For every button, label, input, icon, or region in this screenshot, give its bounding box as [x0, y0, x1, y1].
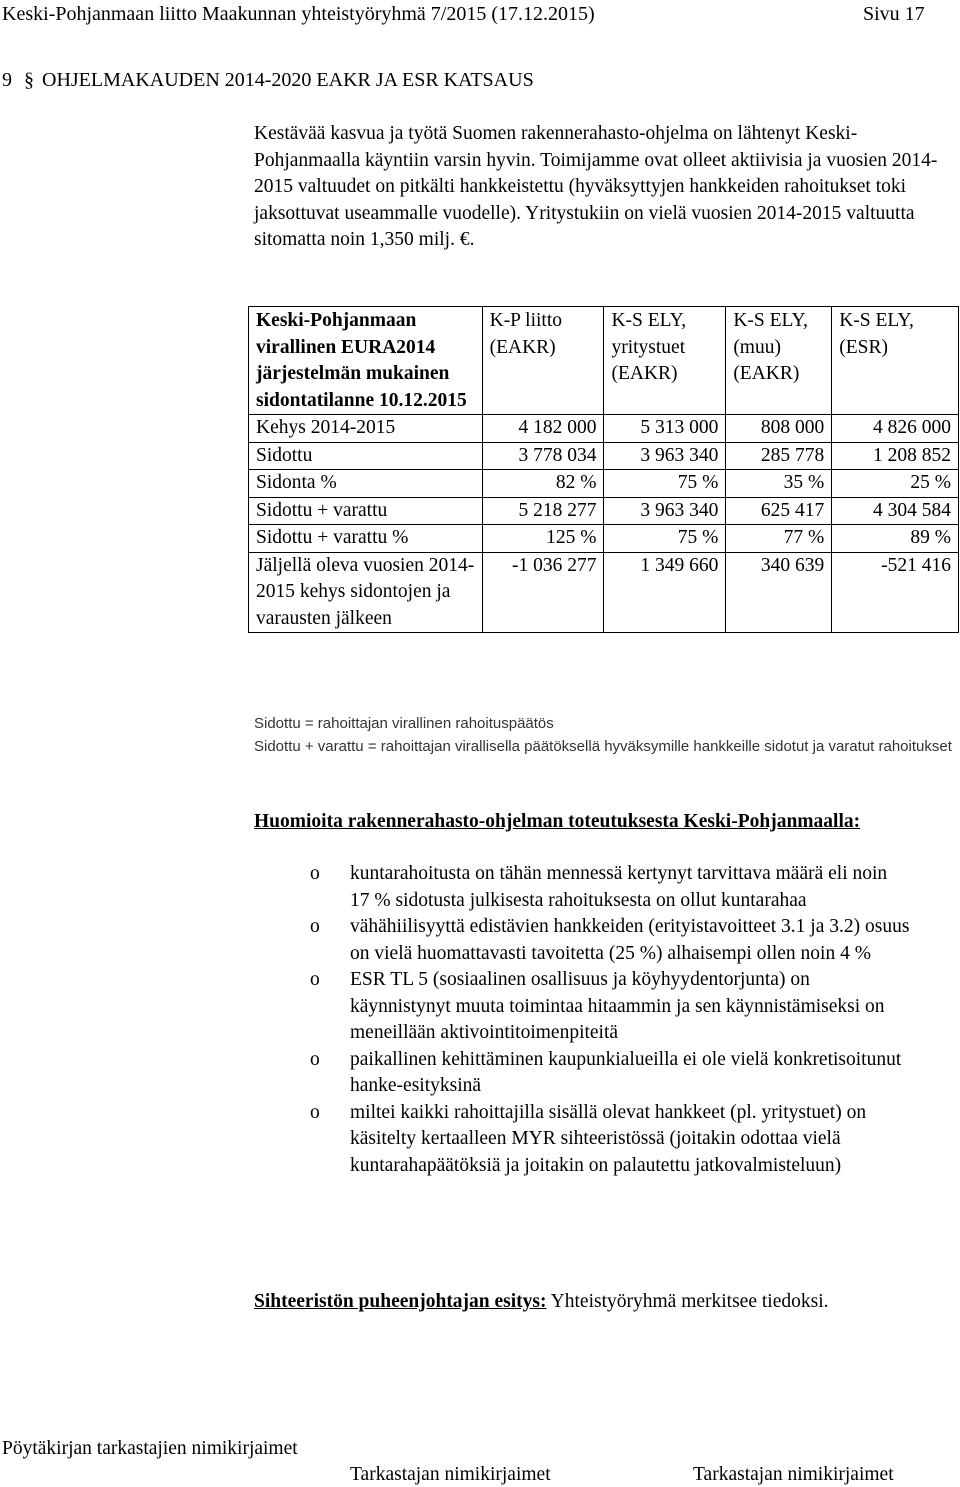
- proposal-text: Yhteistyöryhmä merkitsee tiedoksi.: [546, 1291, 829, 1312]
- row-label: Sidottu: [249, 442, 483, 470]
- table-header-row: [249, 307, 959, 415]
- table-cell: 125 %: [482, 525, 604, 553]
- intro-text: Kestävää kasvua ja työtä Suomen rakennerahasto-ohjelma on lähtenyt Keski-Pohjanmaalla käyntiin varsin hyvin. Toimijamme ovat olleet aktiivisia ja vuosien 2014-2015 valtuudet on pitkälti hankkeistettu (hyväksyttyjen hankkeiden rahoitukset toki jaksottuvat useammalle vuodelle). Yritystukiin on vielä vuosien 2014-2015 valtuutta sitomatta noin 1,350 milj. €.: [254, 123, 938, 250]
- table-cell: 340 639: [726, 552, 832, 633]
- table-row: [249, 442, 959, 470]
- table-header-description: Keski-Pohjanmaan virallinen EURA2014 järjestelmän mukainen sidontatilanne 10.12.2015: [249, 307, 483, 415]
- row-label: Kehys 2014-2015: [249, 415, 483, 443]
- commitment-status-table: [248, 306, 959, 633]
- table-cell: 75 %: [604, 470, 726, 498]
- proposal-label: Sihteeristön puheenjohtajan esitys:: [254, 1291, 547, 1312]
- minutes-checkers-initials: Pöytäkirjan tarkastajien nimikirjaimet: [2, 1438, 298, 1459]
- list-item: [310, 967, 910, 1047]
- list-item-text: ESR TL 5 (sosiaalinen osallisuus ja köyhyydentorjunta) on käynnistynyt muuta toimintaa hitaammin ja sen käynnistämiseksi on meneillään aktivointitoimenpiteitä: [350, 969, 885, 1043]
- table-row: [249, 525, 959, 553]
- table-row: [249, 552, 959, 633]
- table-notes: [254, 712, 954, 758]
- remarks-heading: Huomioita rakennerahasto-ohjelman toteutuksesta Keski-Pohjanmaalla:: [254, 811, 861, 832]
- table-cell: 1 208 852: [832, 442, 959, 470]
- table-row: [249, 470, 959, 498]
- checker-initials-1: Tarkastajan nimikirjaimet: [350, 1464, 551, 1485]
- table-cell: 5 313 000: [604, 415, 726, 443]
- table-cell: 35 %: [726, 470, 832, 498]
- note-sidottu-varattu: Sidottu + varattu = rahoittajan virallisella päätöksellä hyväksymille hankkeille sidotut ja varatut rahoitukset: [254, 738, 952, 755]
- table-header-ks-ely-muu: K-S ELY, (muu) (EAKR): [726, 307, 832, 415]
- list-item-text: paikallinen kehittäminen kaupunkialueilla ei ole vielä konkretisoitunut hanke-esityksinä: [350, 1048, 902, 1096]
- table-cell: 25 %: [832, 470, 959, 498]
- table-cell: 4 182 000: [482, 415, 604, 443]
- table-cell: 3 778 034: [482, 442, 604, 470]
- table-row: [249, 415, 959, 443]
- table-cell: 75 %: [604, 525, 726, 553]
- table-cell: 285 778: [726, 442, 832, 470]
- table-cell: 1 349 660: [604, 552, 726, 633]
- proposal: [254, 1289, 904, 1316]
- table-row: [249, 497, 959, 525]
- list-item-text: vähähiilisyyttä edistävien hankkeiden (erityistavoitteet 3.1 ja 3.2) osuus on vielä huomattavasti tavoitetta (25 %) alhaisempi ollen noin 4 %: [350, 916, 910, 964]
- table-cell: -521 416: [832, 552, 959, 633]
- list-item: [310, 861, 910, 914]
- table-cell: 5 218 277: [482, 497, 604, 525]
- page-number: Sivu 17: [863, 3, 925, 25]
- document-header-title: Keski-Pohjanmaan liitto Maakunnan yhteistyöryhmä 7/2015 (17.12.2015): [2, 3, 595, 25]
- section-symbol: §: [24, 69, 34, 91]
- section-number: 9: [2, 69, 12, 91]
- table-header-kp-liitto: K-P liitto (EAKR): [482, 307, 604, 415]
- row-label: Sidottu + varattu: [249, 497, 483, 525]
- list-item: [310, 1047, 910, 1100]
- list-item-text: kuntarahoitusta on tähän mennessä kertynyt tarvittava määrä eli noin 17 % sidotusta julkisesta rahoituksesta on ollut kuntarahaa: [350, 863, 888, 911]
- table-cell: 4 304 584: [832, 497, 959, 525]
- table-cell: 3 963 340: [604, 497, 726, 525]
- bullet-marker: o: [310, 1101, 320, 1123]
- table-cell: 3 963 340: [604, 442, 726, 470]
- checker-initials-2: Tarkastajan nimikirjaimet: [693, 1464, 894, 1485]
- bullet-marker: o: [310, 916, 320, 937]
- row-label: Jäljellä oleva vuosien 2014-2015 kehys sidontojen ja varausten jälkeen: [249, 552, 483, 633]
- bullet-marker: o: [310, 863, 320, 884]
- remarks-list: [310, 861, 910, 1179]
- table-cell: 82 %: [482, 470, 604, 498]
- section-title: OHJELMAKAUDEN 2014-2020 EAKR JA ESR KATSAUS: [42, 69, 534, 91]
- note-sidottu: Sidottu = rahoittajan virallinen rahoituspäätös: [254, 715, 554, 732]
- bullet-marker: o: [310, 1048, 320, 1070]
- table-cell: 808 000: [726, 415, 832, 443]
- table-cell: 77 %: [726, 525, 832, 553]
- list-item: [310, 1100, 910, 1180]
- table-cell: 4 826 000: [832, 415, 959, 443]
- bullet-marker: o: [310, 969, 320, 990]
- row-label: Sidottu + varattu %: [249, 525, 483, 553]
- list-item-text: miltei kaikki rahoittajilla sisällä olevat hankkeet (pl. yritystuet) on käsitelty kertaalleen MYR sihteeristössä (joitakin odottaa vielä kuntarahapäätöksiä ja joitakin on palautettu jatkovalmisteluun): [350, 1101, 867, 1176]
- table-header-ks-ely-yritystuet: K-S ELY, yritystuet (EAKR): [604, 307, 726, 415]
- table-header-ks-ely-esr: K-S ELY, (ESR): [832, 307, 959, 415]
- table-cell: 625 417: [726, 497, 832, 525]
- section-heading: [2, 68, 534, 92]
- table-cell: -1 036 277: [482, 552, 604, 633]
- row-label: Sidonta %: [249, 470, 483, 498]
- intro-paragraph: [254, 121, 954, 254]
- list-item: [310, 914, 910, 967]
- table-cell: 89 %: [832, 525, 959, 553]
